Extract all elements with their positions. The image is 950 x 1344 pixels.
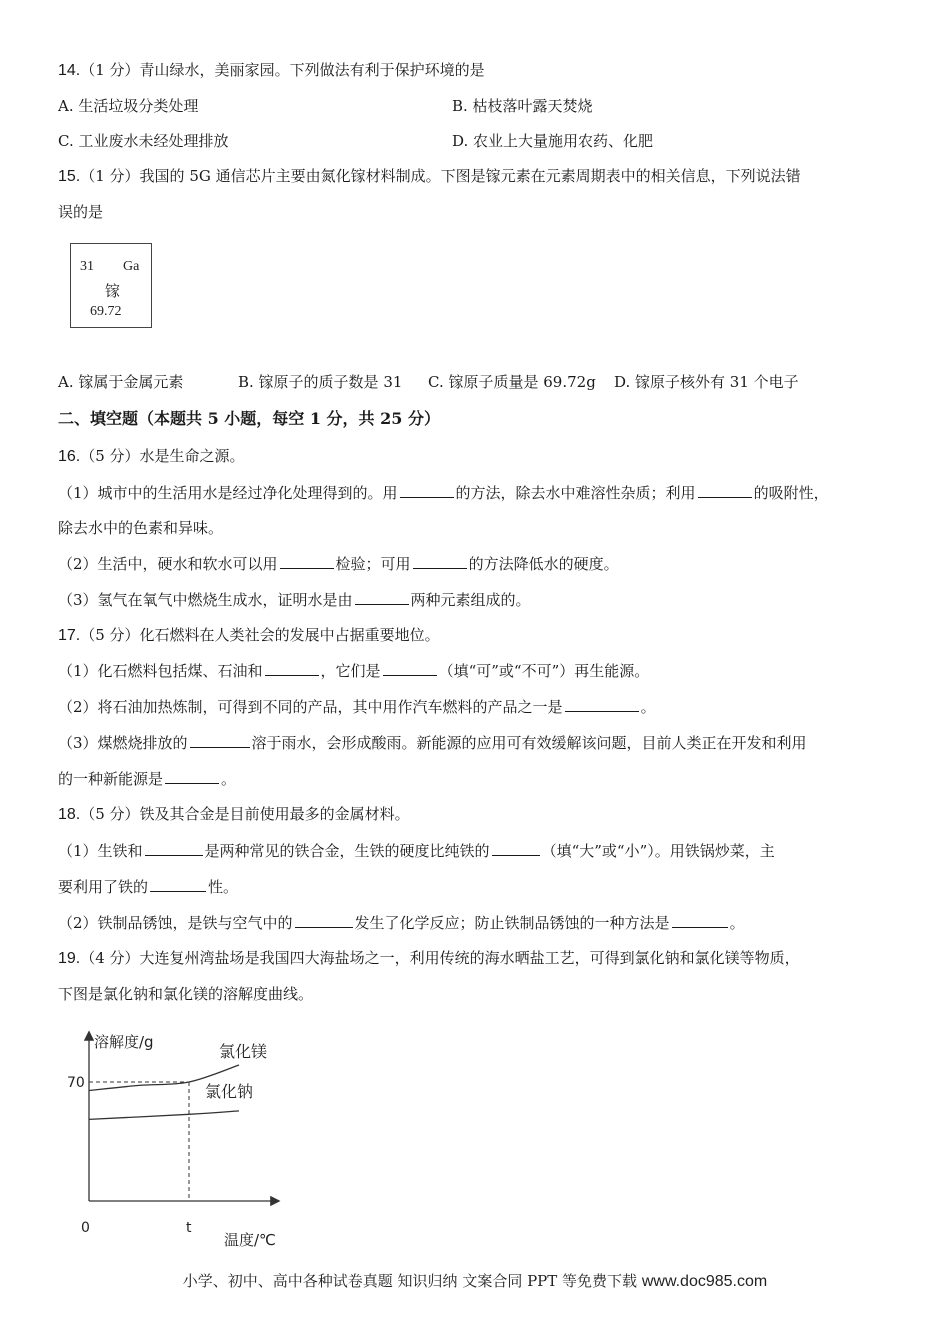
text: 是两种常见的铁合金，生铁的硬度比纯铁的 — [204, 842, 490, 860]
page-footer — [0, 1270, 950, 1291]
answer-blank[interactable] — [400, 482, 454, 498]
q15-option-b: B. 镓原子的质子数是 31 — [238, 373, 403, 391]
question-text: （5 分）铁及其合金是目前使用最多的金属材料。 — [80, 805, 410, 823]
section-title: 二、填空题（本题共 5 小题，每空 1 分，共 25 分） — [58, 409, 440, 428]
footer-text: 小学、初中、高中各种试卷真题 知识归纳 文案合同 PPT 等免费下载 — [182, 1272, 638, 1290]
atomic-number: 31 — [80, 259, 94, 274]
element-symbol: Ga — [123, 259, 140, 274]
series-label-mgcl2: 氯化镁 — [219, 1042, 268, 1061]
answer-blank[interactable] — [280, 553, 334, 569]
q19-stem — [58, 948, 800, 969]
element-name: 镓 — [105, 284, 121, 300]
q14-option-d: D. 农业上大量施用农药、化肥 — [452, 132, 654, 150]
q16-part1-cont: 除去水中的色素和异味。 — [58, 519, 224, 537]
question-number: 15. — [58, 168, 81, 185]
q14-option-a: A. 生活垃圾分类处理 — [58, 97, 199, 115]
answer-blank[interactable] — [190, 732, 250, 748]
question-text: （1 分）我国的 5G 通信芯片主要由氮化镓材料制成。下图是镓元素在元素周期表中的相关信息，下列说法错 — [80, 167, 801, 185]
question-text: （1 分）青山绿水，美丽家园。下列做法有利于保护环境的是 — [80, 61, 485, 79]
origin-label: 0 — [81, 1220, 90, 1236]
q15-stem — [58, 166, 801, 187]
q17-part3 — [58, 732, 807, 753]
text: 两种元素组成的。 — [410, 591, 531, 609]
text: 的方法，除去水中难溶性杂质；利用 — [455, 484, 696, 502]
q17-part2 — [58, 696, 656, 717]
solubility-chart — [60, 1025, 320, 1255]
q17-part1 — [58, 660, 649, 681]
text: ，它们是 — [320, 662, 381, 680]
q18-part1-cont — [58, 876, 238, 897]
text: （3）氢气在氧气中燃烧生成水，证明水是由 — [58, 591, 353, 609]
atomic-mass: 69.72 — [90, 304, 122, 319]
text: 的吸附性， — [753, 484, 829, 502]
q17-part3-cont — [58, 768, 236, 789]
q16-part1 — [58, 482, 829, 503]
question-number: 14. — [58, 62, 81, 79]
answer-blank[interactable] — [672, 912, 728, 928]
q18-stem — [58, 804, 410, 825]
q18-part1 — [58, 840, 775, 861]
q16-stem — [58, 446, 245, 467]
y-axis-label: 溶解度/g — [94, 1033, 154, 1051]
q14-option-c: C. 工业废水未经处理排放 — [58, 132, 229, 150]
text: 发生了化学反应；防止铁制品锈蚀的一种方法是 — [354, 914, 670, 932]
answer-blank[interactable] — [265, 660, 319, 676]
answer-blank[interactable] — [355, 589, 409, 605]
text: 溶于雨水，会形成酸雨。新能源的应用可有效缓解该问题，目前人类正在开发和利用 — [251, 734, 807, 752]
answer-blank[interactable] — [295, 912, 353, 928]
text: （填“可”或“不可”）再生能源。 — [438, 662, 650, 680]
text: 。 — [729, 914, 745, 932]
q15-option-c: C. 镓原子质量是 69.72g — [428, 373, 596, 391]
q16-part3 — [58, 589, 531, 610]
answer-blank[interactable] — [698, 482, 752, 498]
answer-blank[interactable] — [150, 876, 206, 892]
text: （1）生铁和 — [58, 842, 143, 860]
question-number: 17. — [58, 627, 81, 644]
question-text: （4 分）大连复州湾盐场是我国四大海盐场之一，利用传统的海水晒盐工艺，可得到氯化钠和氯化镁等物质， — [80, 949, 800, 967]
q15-option-d: D. 镓原子核外有 31 个电子 — [614, 373, 799, 391]
periodic-element-card — [70, 243, 152, 328]
answer-blank[interactable] — [383, 660, 437, 676]
text: （填“大”或“小”）。用铁锅炒菜，主 — [541, 842, 775, 860]
q19-stem-cont: 下图是氯化钠和氯化镁的溶解度曲线。 — [58, 985, 314, 1003]
text: （2）将石油加热炼制，可得到不同的产品，其中用作汽车燃料的产品之一是 — [58, 698, 563, 716]
text: 。 — [640, 698, 656, 716]
answer-blank[interactable] — [145, 840, 203, 856]
text: 的一种新能源是 — [58, 770, 164, 788]
text: （3）煤燃烧排放的 — [58, 734, 188, 752]
series-label-nacl: 氯化钠 — [205, 1081, 254, 1101]
text: 性。 — [208, 878, 239, 896]
question-number: 18. — [58, 806, 81, 823]
q17-stem — [58, 625, 440, 646]
text: （1）化石燃料包括煤、石油和 — [58, 662, 263, 680]
text: 。 — [221, 770, 237, 788]
text: （2）铁制品锈蚀，是铁与空气中的 — [58, 914, 293, 932]
text: 要利用了铁的 — [58, 878, 149, 896]
question-text: （5 分）水是生命之源。 — [80, 447, 245, 465]
answer-blank[interactable] — [413, 553, 467, 569]
q14-stem — [58, 60, 485, 81]
q15-stem-cont: 误的是 — [58, 203, 104, 221]
question-number: 16. — [58, 448, 81, 465]
y-tick-label: 70 — [67, 1075, 85, 1091]
answer-blank[interactable] — [565, 696, 639, 712]
curve-nacl — [89, 1111, 239, 1120]
q14-option-b: B. 枯枝落叶露天焚烧 — [452, 97, 593, 115]
text: 检验；可用 — [335, 555, 411, 573]
text: （1）城市中的生活用水是经过净化处理得到的。用 — [58, 484, 398, 502]
footer-link[interactable]: www.doc985.com — [641, 1273, 768, 1290]
question-number: 19. — [58, 950, 81, 967]
question-text: （5 分）化石燃料在人类社会的发展中占据重要地位。 — [80, 626, 440, 644]
answer-blank[interactable] — [492, 840, 540, 856]
x-axis-label: 温度/℃ — [224, 1231, 276, 1249]
text: 的方法降低水的硬度。 — [468, 555, 619, 573]
q15-option-a: A. 镓属于金属元素 — [58, 373, 184, 391]
answer-blank[interactable] — [165, 768, 219, 784]
q16-part2 — [58, 553, 619, 574]
x-tick-label: t — [186, 1220, 192, 1236]
text: （2）生活中，硬水和软水可以用 — [58, 555, 278, 573]
q18-part2 — [58, 912, 745, 933]
